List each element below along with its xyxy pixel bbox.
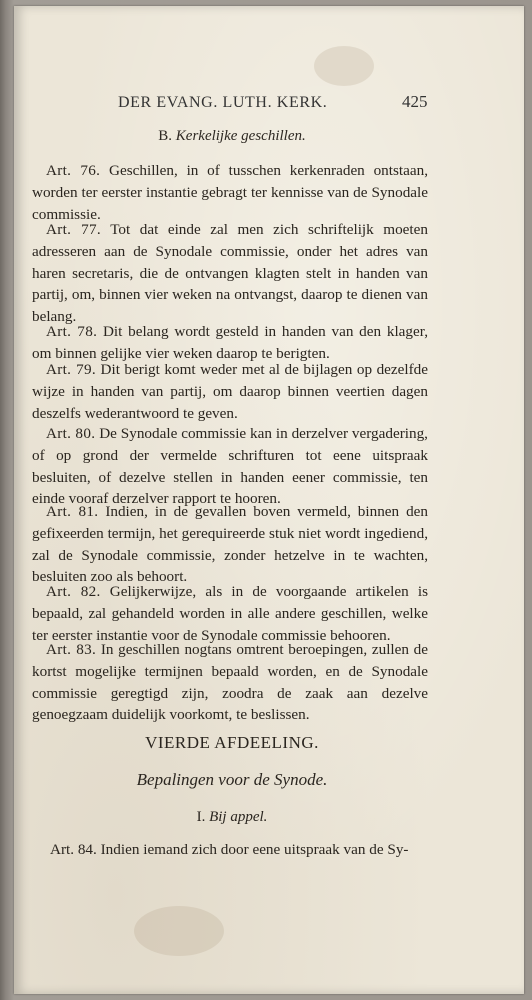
page-number: 425 [402, 92, 428, 111]
subsection-numeral: I. [196, 809, 206, 825]
article-84 [50, 839, 430, 861]
article-number: Art. 84. [50, 841, 97, 858]
division-title: VIERDE AFDEELING. [145, 733, 319, 752]
article-81 [32, 501, 428, 588]
section-letter: B. [158, 128, 173, 144]
article-76 [32, 160, 428, 225]
section-title: Kerkelijke geschillen. [175, 128, 306, 144]
article-text: Dit belang wordt gesteld in handen van den klager, om binnen gelijke vier weken daarop te berigten. [32, 323, 428, 362]
subsection-title: Bij appel. [209, 809, 268, 825]
subsection-heading-i [14, 809, 450, 826]
article-79 [32, 359, 428, 424]
article-text: Indien, in de gevallen boven vermeld, binnen den gefixeerden termijn, het gerequireerde stuk niet wordt ingediend, zal de Synodale commissie, zonder hetzelve in te wachten, besluiten zoo als behoort. [32, 503, 428, 586]
section-heading-b [14, 128, 450, 145]
paper-stain [314, 46, 374, 86]
article-number: Art. 76. [46, 162, 101, 179]
article-number: Art. 83. [46, 641, 97, 658]
article-83 [32, 639, 428, 726]
article-text: Gelijkerwijze, als in de voorgaande artikelen is bepaald, zal gehandeld worden in alle andere geschillen, welke ter eerster instantie voor de Synodale commissie behooren. [32, 583, 429, 644]
article-number: Art. 79. [46, 361, 96, 378]
article-number: Art. 77. [46, 221, 101, 238]
article-text: Dit berigt komt weder met al de bijlagen op dezelfde wijze in handen van partij, om daarop binnen veertien dagen deszelfs wederantwoord te geven. [32, 361, 429, 422]
article-77 [32, 219, 428, 328]
article-text: In geschillen nogtans omtrent beroepingen, zullen de kortst mogelijke termijnen bepaald worden, en de Synodale commissie geregtigd zijn, zoodra de zaak aan dezelve genoegzaam duidelijk voorkomt, te beslissen. [32, 641, 428, 724]
article-80 [32, 423, 428, 510]
article-text: De Synodale commissie kan in derzelver vergadering, of op grond der vermelde schrifturen tot eene uitspraak besluiten, of dezelve stellen in handen eener commissie, ten einde vooraf derzelver rapport te hooren. [32, 425, 428, 508]
article-82 [32, 581, 428, 646]
article-number: Art. 78. [46, 323, 98, 340]
article-number: Art. 81. [46, 503, 99, 520]
running-head: DER EVANG. LUTH. KERK. [118, 94, 328, 111]
paper-stain [134, 906, 224, 956]
article-number: Art. 80. [46, 425, 96, 442]
article-number: Art. 82. [46, 583, 101, 600]
division-subtitle: Bepalingen voor de Synode. [136, 770, 328, 789]
article-text: Indien iemand zich door eene uitspraak van de Sy- [100, 841, 409, 858]
book-page [14, 6, 524, 994]
article-text: Geschillen, in of tusschen kerkenraden ontstaan, worden ter eerster instantie gebragt ter kennisse van de Synodale commissie. [32, 162, 428, 223]
article-text: Tot dat einde zal men zich schriftelijk moeten adresseren aan de Synodale commissie, onder het adres van haren secretaris, die de ontvangen klagten stelt in handen van partij, om, binnen vier weken na ontvangst, daarop te dienen van belang. [32, 221, 428, 326]
